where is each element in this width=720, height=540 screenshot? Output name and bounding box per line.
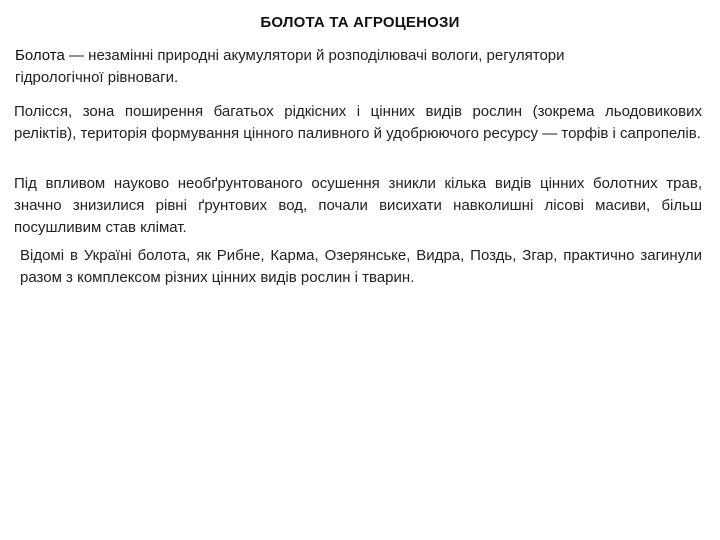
paragraph-text: — незамінні природні акумулятори й розподілювачі вологи, регулятори гідрологічної рівноваги. (15, 47, 565, 86)
paragraph-lost-wetlands: Відомі в Україні болота, як Рибне, Карма, Озерянське, Видра, Поздь, Згар, практично загинули разом з комплексом різних цінних видів рослин і тварин. (20, 247, 702, 286)
page-title: БОЛОТА ТА АГРОЦЕНОЗИ (260, 14, 460, 31)
paragraph-wetlands-definition (15, 45, 655, 89)
paragraph-drainage-impact: Під впливом науково необґрунтованого осушення зникли кілька видів цінних болотних трав, значно знизилися рівні ґрунтових вод, почали висихати навколишні лісові масиви, більш посушливим став клімат. (14, 175, 702, 236)
paragraph-polissia: Полісся, зона поширення багатьох рідкісних і цінних видів рослин (зокрема льодовикових реліктів), територія формування цінного паливного й удобрюючого ресурсу — торфів і сапропелів. (14, 103, 702, 142)
paragraph-term: Болота (15, 47, 65, 64)
